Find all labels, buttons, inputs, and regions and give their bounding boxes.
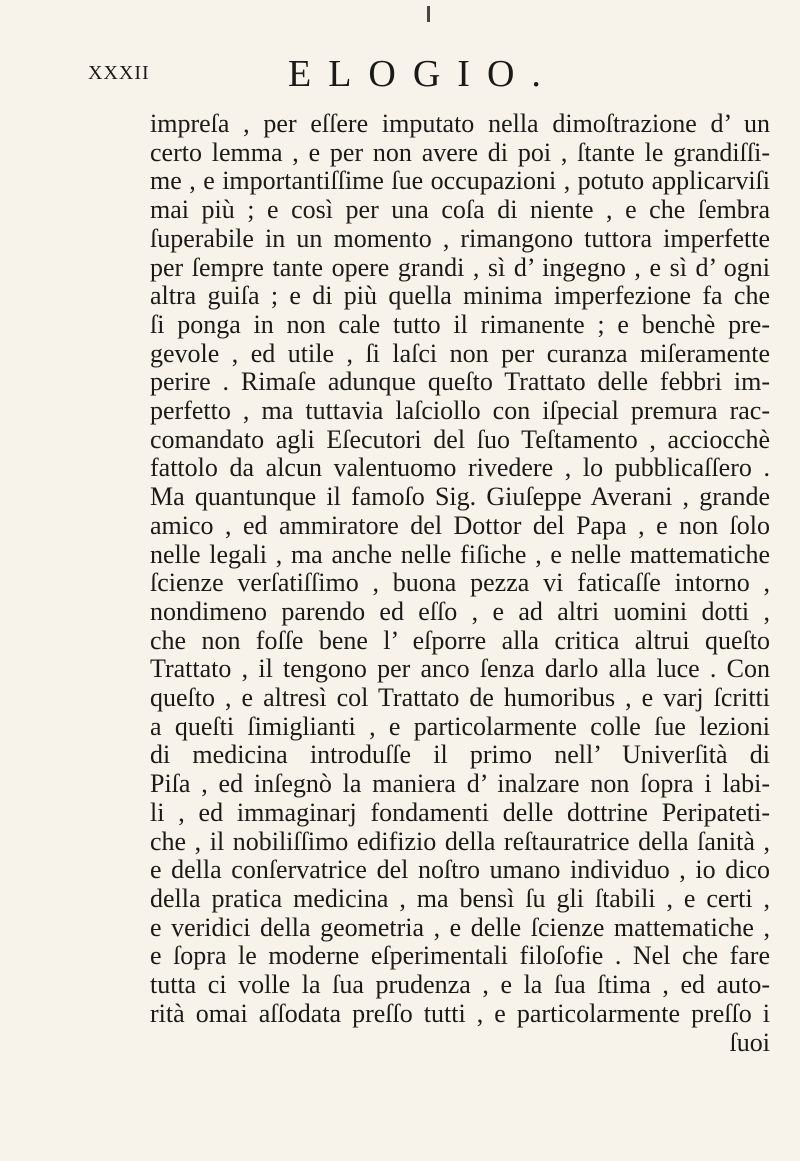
text-line: nelle legali , ma anche nelle fiſiche , e nelle mattematiche [150, 539, 770, 569]
text-line: amico , ed ammiratore del Dottor del Papa , e non ſolo [150, 510, 770, 540]
text-line: Ma quantunque il famoſo Sig. Giuſeppe Averani , grande [150, 482, 770, 512]
text-line: mai più ; e così per una coſa di niente , e che ſembra [150, 195, 770, 225]
text-line: comandato agli Eſecutori del ſuo Teſtamento , acciocchè [150, 424, 770, 454]
text-line: e ſopra le moderne eſperimentali filoſofie . Nel che fare [150, 941, 770, 971]
text-line: della pratica medicina , ma bensì ſu gli ſtabili , e certi , [150, 883, 770, 913]
margin-mark [427, 6, 430, 22]
text-line: perfetto , ma tuttavia laſciollo con iſpecial premura rac- [150, 396, 770, 426]
text-line: certo lemma , e per non avere di poi , ſtante le grandiſſi- [150, 137, 770, 167]
text-line: che non foſſe bene l’ eſporre alla critica altrui queſto [150, 625, 770, 655]
text-line: Trattato , il tengono per anco ſenza darlo alla luce . Con [150, 654, 770, 684]
text-line: me , e importantiſſime ſue occupazioni , potuto applicarviſi [150, 166, 770, 196]
running-title: ELOGIO. [288, 53, 558, 95]
page-number: XXXII [88, 62, 150, 84]
text-line: impreſa , per eſſere imputato nella dimoſtrazione d’ un [150, 109, 770, 138]
page-header [88, 44, 778, 104]
text-line: ſcienze verſatiſſimo , buona pezza vi faticaſſe intorno , [150, 568, 770, 598]
catchword: ſuoi [729, 1027, 770, 1057]
text-line: a queſti ſimiglianti , e particolarmente colle ſue lezioni [150, 711, 770, 741]
text-line: Piſa , ed inſegnò la maniera d’ inalzare non ſopra i labi- [150, 769, 770, 799]
text-line: per ſempre tante opere grandi , sì d’ ingegno , e sì d’ ogni [150, 252, 770, 282]
text-line: nondimeno parendo ed eſſo , e ad altri uomini dotti , [150, 596, 770, 626]
text-line: tutta ci volle la ſua prudenza , e la ſua ſtima , ed auto- [150, 970, 770, 1000]
text-line: perire . Rimaſe adunque queſto Trattato delle febbri im- [150, 367, 770, 397]
text-line: queſto , e altresì col Trattato de humoribus , e varj ſcritti [150, 683, 770, 713]
text-line: rità omai aſſodata preſſo tutti , e particolarmente preſſo i [150, 998, 770, 1028]
text-line: li , ed immaginarj fondamenti delle dottrine Peripateti- [150, 797, 770, 827]
text-line: altra guiſa ; e di più quella minima imperfezione fa che [150, 281, 770, 311]
text-line: che , il nobiliſſimo edifizio della reſtauratrice della ſanità , [150, 826, 770, 856]
text-line: fattolo da alcun valentuomo rivedere , lo pubblicaſſero . [150, 453, 770, 483]
text-line: e della conſervatrice del noſtro umano individuo , io dico [150, 855, 770, 885]
text-line: ſuperabile in un momento , rimangono tuttora imperfette [150, 223, 770, 253]
body-text [150, 110, 770, 1057]
text-line: ſi ponga in non cale tutto il rimanente ; e benchè pre- [150, 309, 770, 339]
text-line: gevole , ed utile , ſi laſci non per curanza miſeramente [150, 338, 770, 368]
text-line: di medicina introduſſe il primo nell’ Univerſità di [150, 740, 770, 770]
text-line: e veridici della geometria , e delle ſcienze mattematiche , [150, 912, 770, 942]
